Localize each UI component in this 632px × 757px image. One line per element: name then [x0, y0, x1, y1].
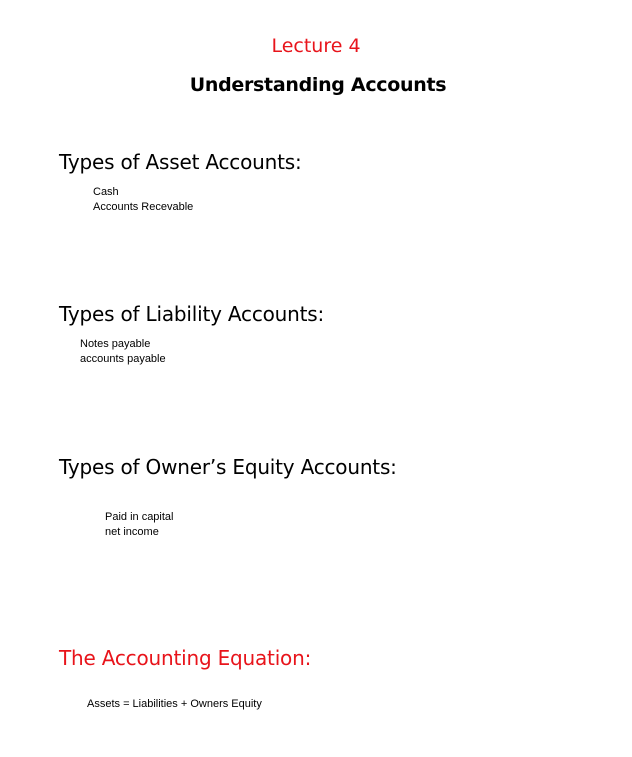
equity-accounts-list	[105, 510, 174, 540]
accounting-equation-heading: The Accounting Equation:	[59, 646, 312, 670]
lecture-number: Lecture 4	[271, 35, 361, 57]
list-item: accounts payable	[80, 353, 166, 365]
liability-accounts-list	[80, 337, 166, 367]
list-item: Cash	[93, 186, 119, 198]
asset-accounts-heading: Types of Asset Accounts:	[59, 150, 302, 174]
list-item: Paid in capital	[105, 511, 174, 523]
list-item: net income	[105, 526, 159, 538]
liability-accounts-heading: Types of Liability Accounts:	[59, 302, 325, 326]
list-item: Accounts Recevable	[93, 201, 194, 213]
list-item: Notes payable	[80, 338, 151, 350]
page-title: Understanding Accounts	[189, 74, 447, 96]
accounting-equation-text: Assets = Liabilities + Owners Equity	[87, 698, 262, 710]
asset-accounts-list	[93, 185, 193, 215]
equity-accounts-heading: Types of Owner’s Equity Accounts:	[59, 455, 397, 479]
